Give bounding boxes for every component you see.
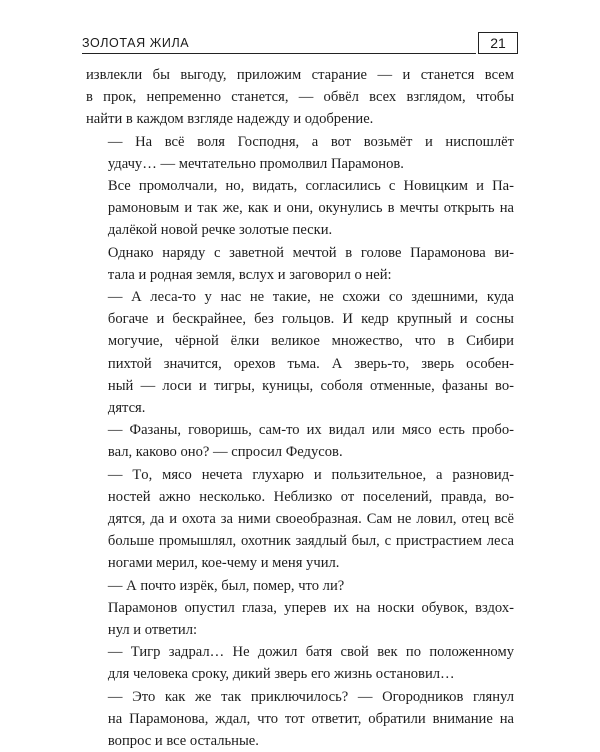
header-rule: [82, 53, 476, 54]
text-line: ный — лоси и тигры, куницы, соболя отменные, фазаны во-: [107, 377, 514, 394]
page-number: 21: [478, 32, 518, 54]
text-line: богаче и бескрайнее, без гольцов. И кедр крупный и сосны: [107, 311, 514, 328]
text-line: далёкой новой речке золотые пески.: [107, 222, 333, 239]
paragraph: [86, 597, 514, 641]
text-line: тала и родная земля, вслух и заговорил о ней:: [107, 266, 392, 283]
text-line: ностей ажно несколько. Неблизко от поселений, правда, во-: [107, 488, 514, 505]
text-line: больше промышлял, охотник заядлый был, с пристрастием леса: [107, 533, 514, 550]
text-line: Все промолчали, но, видать, согласились с Новицким и Па-: [107, 178, 514, 195]
running-header: [82, 32, 518, 54]
text-line: дятся.: [107, 400, 146, 417]
text-line: нул и ответил:: [107, 622, 198, 639]
text-line: извлекли бы выгоду, приложим старание — и станется всем: [86, 67, 514, 83]
text-line: — Тo, мясо нечета глухарю и пользительное, а разновид-: [107, 466, 514, 483]
text-line: Парамонов опустил глаза, уперев их на носки обувок, вздох-: [107, 599, 514, 616]
paragraph: [86, 286, 514, 419]
text-line: найти в каждом взгляде надежду и одобрение.: [86, 111, 374, 128]
text-line: в прок, непременно станется, — обвёл всех взглядом, чтобы: [86, 89, 514, 106]
text-line: вал, каково оно? — спросил Федусов.: [107, 444, 343, 461]
text-line: вопрос и все остальные.: [107, 733, 259, 750]
text-line: — Это как же так приключилось? — Огородников глянул: [107, 688, 514, 705]
text-line: удачу… — мечтательно промолвил Парамонов.: [107, 155, 404, 172]
text-line: могучие, чёрной ёлки великое множество, что в Сибири: [107, 333, 514, 350]
paragraph: [86, 575, 514, 597]
running-title: ЗОЛОТАЯ ЖИЛА: [82, 36, 190, 50]
paragraph: [86, 131, 514, 175]
text-line: дятся, да и охота за ними своеобразная. Сам не ловил, отец всё: [107, 511, 514, 528]
text-line: на Парамонова, ждал, что тот ответит, обратили внимание на: [107, 710, 514, 727]
text-line: — На всё воля Господня, а вот возьмёт и ниспошлёт: [107, 133, 514, 150]
text-line: Однако наряду с заветной мечтой в голове Парамонова ви-: [107, 244, 514, 261]
paragraph: [86, 464, 514, 575]
text-line: для человека сроку, дикий зверь его жизнь остановил…: [107, 666, 455, 683]
text-line: рамоновым и так же, как и они, окунулись в мечты открыть на: [107, 200, 514, 217]
text-line: ногами мерил, кое-чему и меня учил.: [107, 555, 340, 572]
text-line: — Фазаны, говоришь, сам-то их видал или мясо есть пробо-: [107, 422, 514, 439]
paragraph: [86, 64, 514, 131]
paragraph: [86, 641, 514, 685]
body-text: [86, 64, 514, 752]
text-line: — А почто изрёк, был, помер, что ли?: [107, 577, 345, 594]
paragraph: [86, 419, 514, 463]
text-line: — А леса-то у нас не такие, не схожи со здешними, куда: [107, 289, 514, 306]
text-line: — Тигр задрал… Не дожил батя свой век по положенному: [107, 644, 514, 661]
paragraph: [86, 175, 514, 242]
paragraph: [86, 686, 514, 752]
paragraph: [86, 242, 514, 286]
text-line: пихтой значится, орехов тьма. А зверь-то, зверь особен-: [107, 355, 514, 372]
